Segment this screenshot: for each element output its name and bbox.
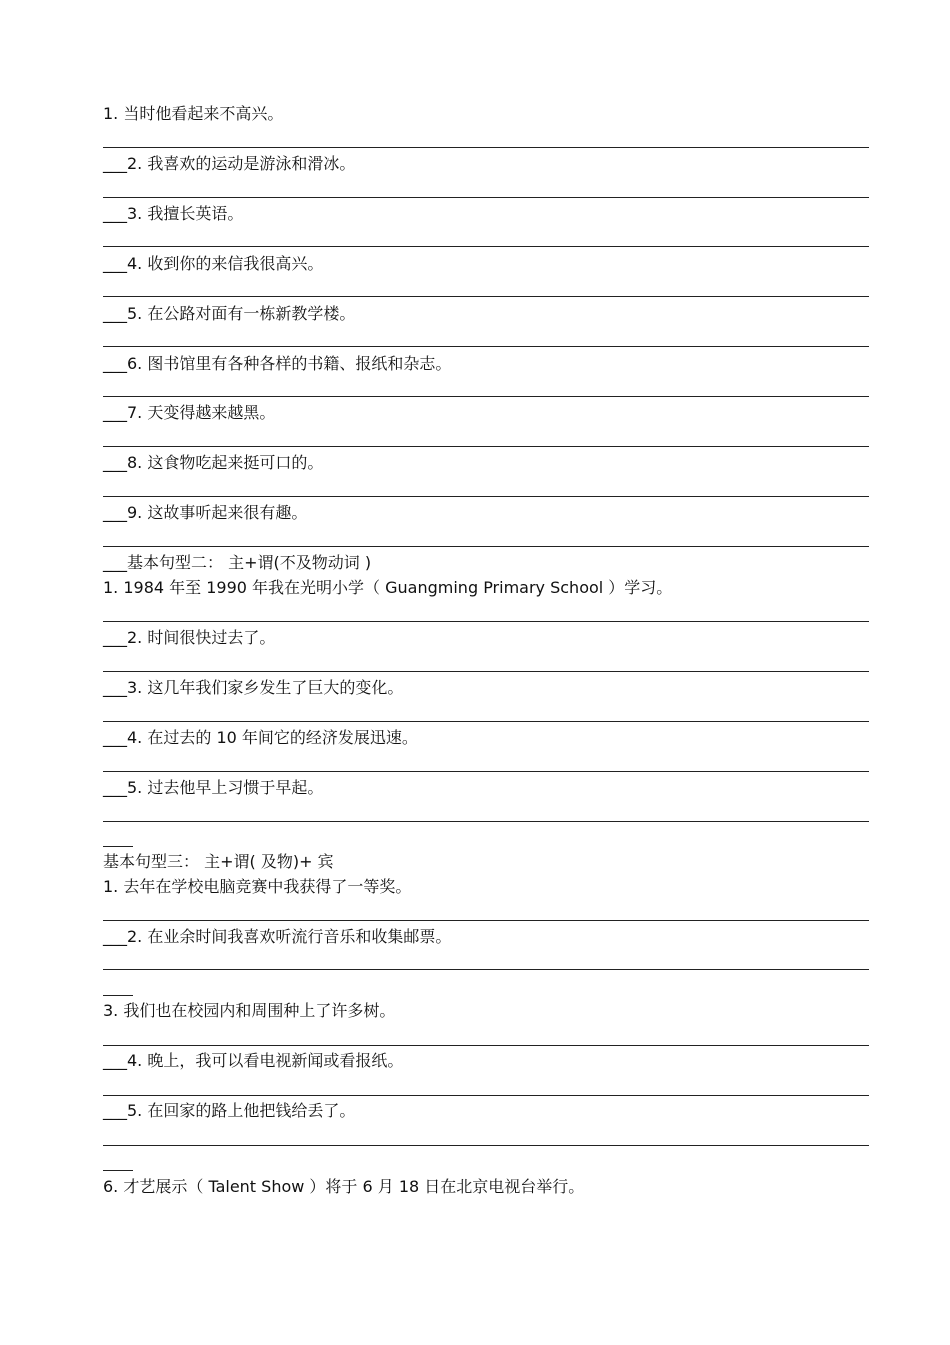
answer-line[interactable] [103,621,869,622]
exercise-item: ___4. 收到你的来信我很高兴。 [103,254,324,273]
answer-line[interactable] [103,1045,869,1046]
answer-line[interactable] [103,446,869,447]
answer-line[interactable] [103,296,869,297]
answer-line-stub[interactable] [103,846,133,847]
answer-line[interactable] [103,771,869,772]
exercise-item: ___2. 在业余时间我喜欢听流行音乐和收集邮票。 [103,927,452,946]
answer-line[interactable] [103,147,869,148]
answer-line-stub[interactable] [103,1170,133,1171]
exercise-item: 1. 1984 年至 1990 年我在光明小学（ Guangming Primary School ）学习。 [103,578,673,597]
exercise-item: ___2. 我喜欢的运动是游泳和滑冰。 [103,154,356,173]
exercise-item: 1. 当时他看起来不高兴。 [103,104,284,123]
answer-line[interactable] [103,721,869,722]
answer-line[interactable] [103,246,869,247]
answer-line[interactable] [103,197,869,198]
answer-line[interactable] [103,496,869,497]
answer-line[interactable] [103,396,869,397]
exercise-item: ___5. 在公路对面有一栋新教学楼。 [103,304,356,323]
exercise-item: ___2. 时间很快过去了。 [103,628,276,647]
exercise-item: ___9. 这故事听起来很有趣。 [103,503,308,522]
section-heading: 基本句型三： 主+谓( 及物)+ 宾 [103,852,334,871]
exercise-item: ___5. 在回家的路上他把钱给丢了。 [103,1101,356,1120]
exercise-item: ___6. 图书馆里有各种各样的书籍、报纸和杂志。 [103,354,452,373]
exercise-item: ___3. 我擅长英语。 [103,204,244,223]
exercise-item: ___4. 晚上，我可以看电视新闻或看报纸。 [103,1051,404,1070]
answer-line[interactable] [103,969,869,970]
answer-line[interactable] [103,346,869,347]
answer-line[interactable] [103,1095,869,1096]
section-heading: ___基本句型二： 主+谓(不及物动词 ) [103,553,372,572]
exercise-item: 3. 我们也在校园内和周围种上了许多树。 [103,1001,396,1020]
exercise-item: ___7. 天变得越来越黑。 [103,403,276,422]
exercise-item: ___8. 这食物吃起来挺可口的。 [103,453,324,472]
exercise-item: 6. 才艺展示（ Talent Show ）将于 6 月 18 日在北京电视台举行。 [103,1177,585,1196]
exercise-item: 1. 去年在学校电脑竞赛中我获得了一等奖。 [103,877,412,896]
exercise-item: ___4. 在过去的 10 年间它的经济发展迅速。 [103,728,418,747]
exercise-item: ___5. 过去他早上习惯于早起。 [103,778,324,797]
answer-line[interactable] [103,671,869,672]
answer-line-stub[interactable] [103,995,133,996]
answer-line[interactable] [103,1145,869,1146]
answer-line[interactable] [103,546,869,547]
answer-line[interactable] [103,821,869,822]
answer-line[interactable] [103,920,869,921]
exercise-item: ___3. 这几年我们家乡发生了巨大的变化。 [103,678,404,697]
